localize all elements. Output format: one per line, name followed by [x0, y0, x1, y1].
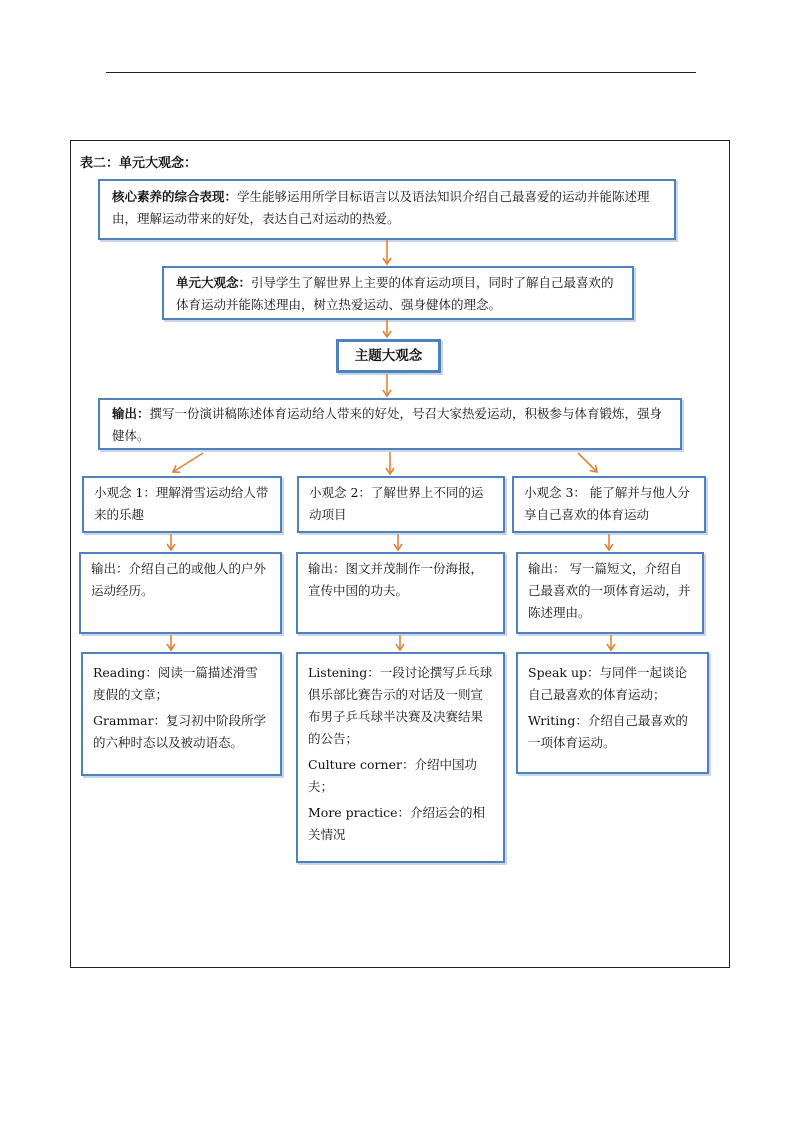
- activity-3-1: Speak up：与同伴一起谈论自己最喜欢的体育运动；: [528, 665, 688, 702]
- activity-1-1: Reading：阅读一篇描述滑雪度假的文章；: [93, 665, 258, 702]
- activity-2-3: More practice：介绍运会的相关情况: [308, 805, 486, 842]
- small-idea-3-text: 小观念 3： 能了解并与他人分享自己喜欢的体育运动: [524, 485, 690, 522]
- core-text: 学生能够运用所学目标语言以及语法知识介绍自己最喜爱的运动并能陈述理由，理解运动带来的好处，表达自己对运动的热爱。: [112, 189, 650, 226]
- unit-text: 引导学生了解世界上主要的体育运动项目，同时了解自己最喜欢的体育运动并能陈述理由，树立热爱运动、强身健体的理念。: [176, 275, 614, 312]
- output-label: 输出：: [112, 406, 150, 421]
- output-1-text: 输出：介绍自己的或他人的户外运动经历。: [91, 561, 267, 598]
- core-label: 核心素养的综合表现：: [112, 189, 238, 204]
- output-2-text: 输出：图文并茂制作一份海报，宣传中国的功夫。: [308, 561, 484, 598]
- activity-1-2: Grammar：复习初中阶段所学的六种时态以及被动语态。: [93, 713, 267, 750]
- arrow-output-to-idea-1: [173, 453, 203, 472]
- output-3-text: 输出： 写一篇短文，介绍自己最喜欢的一项体育运动，并陈述理由。: [528, 561, 691, 620]
- activity-2-1: Listening：一段讨论撰写乒乓球俱乐部比赛告示的对话及一则宣布男子乒乓球半决赛及决赛结果的公告；: [308, 665, 493, 746]
- activity-3-2: Writing：介绍自己最喜欢的一项体育运动。: [528, 713, 688, 750]
- output-text: 撰写一份演讲稿陈述体育运动给人带来的好处，号召大家热爱运动，积极参与体育锻炼，强身健体。: [112, 406, 663, 443]
- small-idea-1-text: 小观念 1：理解滑雪运动给人带来的乐趣: [94, 485, 269, 522]
- activity-2-2: Culture corner：介绍中国功夫；: [308, 757, 477, 794]
- theme-label: 主题大观念: [354, 348, 423, 364]
- arrow-output-to-idea-3: [578, 453, 597, 472]
- table-title: 表二：单元大观念：: [80, 156, 198, 171]
- unit-label: 单元大观念：: [176, 275, 252, 290]
- small-idea-2-text: 小观念 2：了解世界上不同的运动项目: [309, 485, 484, 522]
